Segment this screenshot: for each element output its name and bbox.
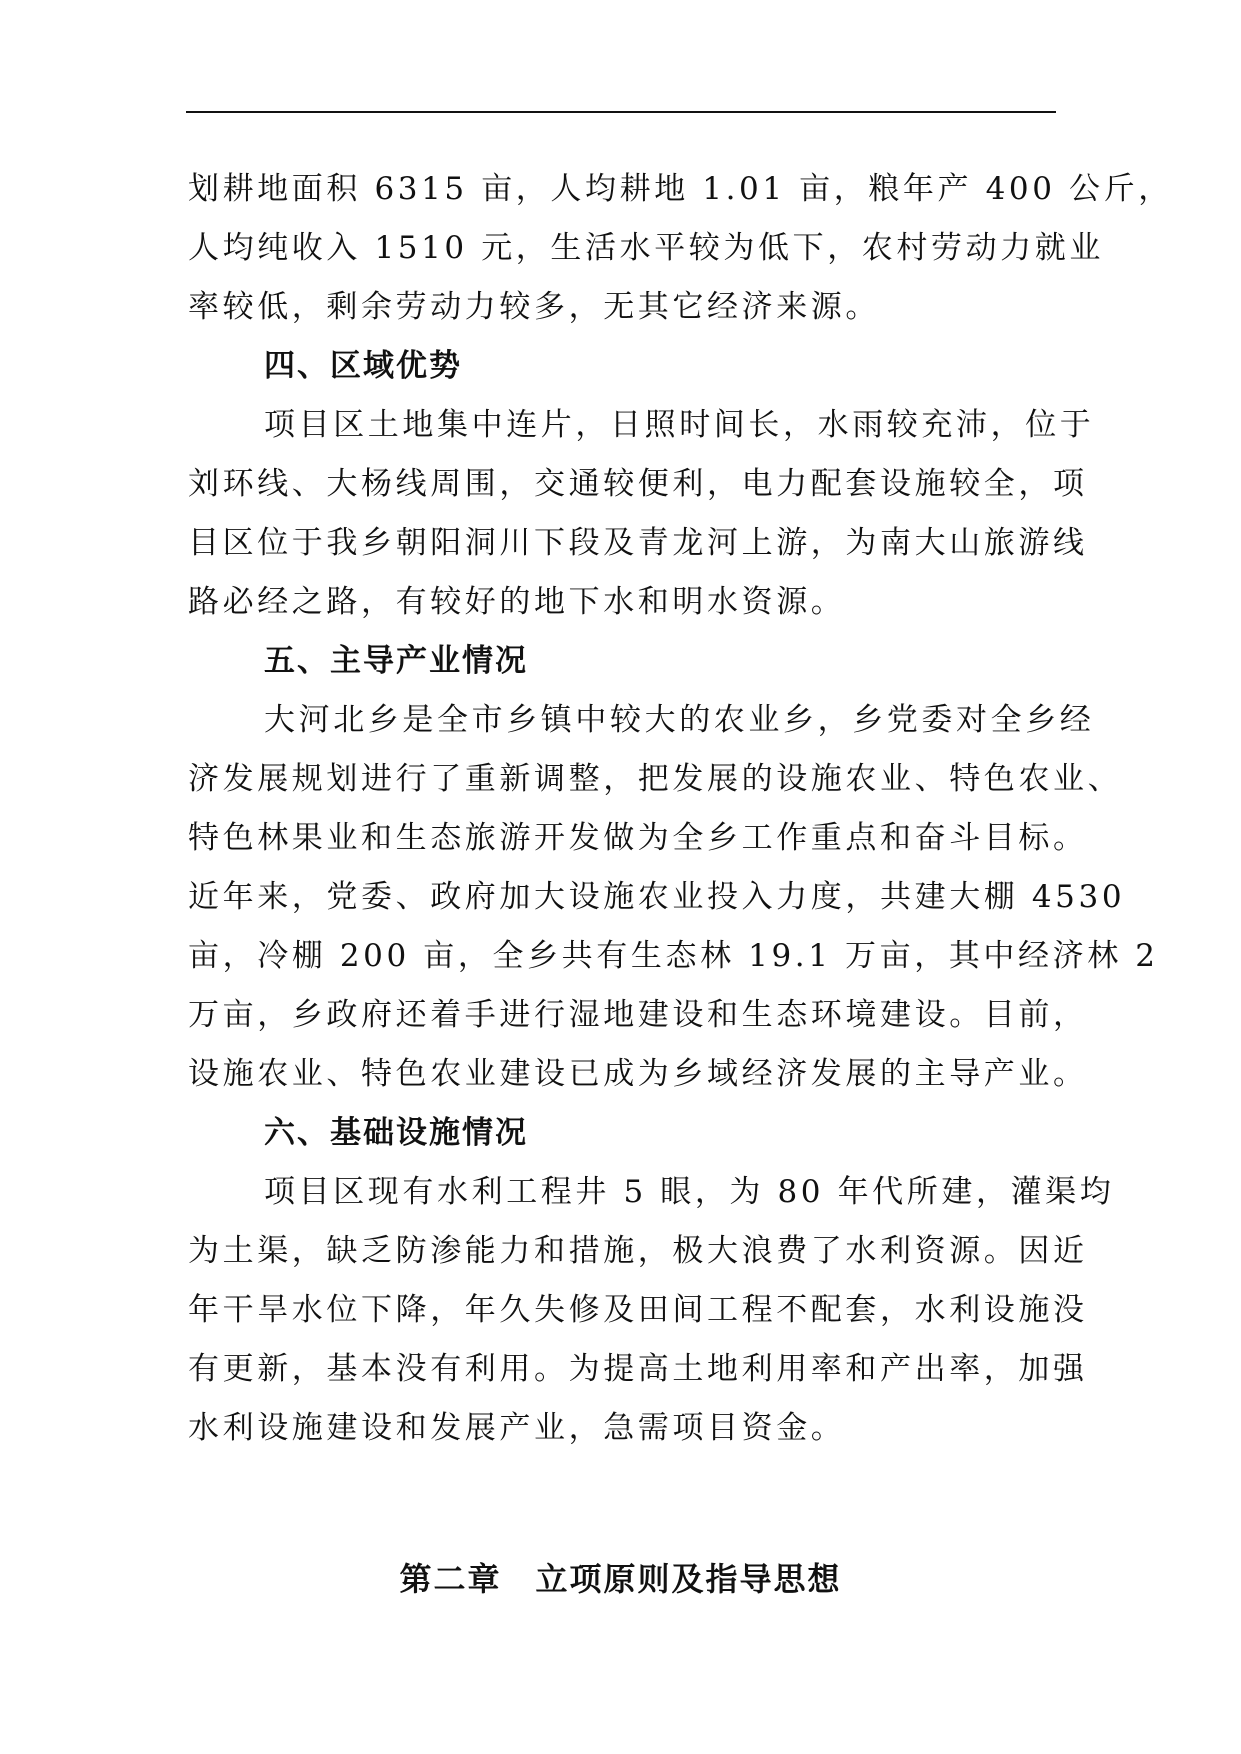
text-line: 率较低，剩余劳动力较多，无其它经济来源。 xyxy=(188,289,880,325)
regional-advantages-paragraph xyxy=(188,396,1095,632)
document-body xyxy=(188,160,1173,1458)
header-rule xyxy=(186,111,1056,113)
text-line: 亩，冷棚 200 亩，全乡共有生态林 19.1 万亩，其中经济林 2 xyxy=(188,938,1159,974)
text-line: 人均纯收入 1510 元，生活水平较为低下，农村劳动力就业 xyxy=(188,230,1104,266)
continuation-paragraph xyxy=(188,160,1173,337)
text-line: 项目区现有水利工程井 5 眼，为 80 年代所建，灌渠均 xyxy=(264,1174,1115,1210)
section-heading-leading-industry: 五、主导产业情况 xyxy=(264,643,528,679)
section-heading-regional-advantages: 四、区域优势 xyxy=(264,348,462,384)
text-line: 项目区土地集中连片，日照时间长，水雨较充沛，位于 xyxy=(264,407,1095,443)
text-line: 水利设施建设和发展产业，急需项目资金。 xyxy=(188,1410,846,1446)
text-line: 划耕地面积 6315 亩，人均耕地 1.01 亩，粮年产 400 公斤， xyxy=(188,171,1173,207)
text-line: 为土渠，缺乏防渗能力和措施，极大浪费了水利资源。因近 xyxy=(188,1233,1088,1269)
section-heading-infrastructure: 六、基础设施情况 xyxy=(264,1115,528,1151)
text-line: 万亩，乡政府还着手进行湿地建设和生态环境建设。目前， xyxy=(188,997,1088,1033)
text-line: 目区位于我乡朝阳洞川下段及青龙河上游，为南大山旅游线 xyxy=(188,525,1088,561)
text-line: 济发展规划进行了重新调整，把发展的设施农业、特色农业、 xyxy=(188,761,1123,797)
text-line: 刘环线、大杨线周围，交通较便利，电力配套设施较全，项 xyxy=(188,466,1088,502)
text-line: 年干旱水位下降，年久失修及田间工程不配套，水利设施没 xyxy=(188,1292,1088,1328)
text-line: 设施农业、特色农业建设已成为乡域经济发展的主导产业。 xyxy=(188,1056,1088,1092)
chapter-title: 第二章 立项原则及指导思想 xyxy=(399,1560,842,1598)
text-line: 大河北乡是全市乡镇中较大的农业乡，乡党委对全乡经 xyxy=(264,702,1095,738)
text-line: 有更新，基本没有利用。为提高土地利用率和产出率，加强 xyxy=(188,1351,1088,1387)
text-line: 特色林果业和生态旅游开发做为全乡工作重点和奋斗目标。 xyxy=(188,820,1088,856)
text-line: 近年来，党委、政府加大设施农业投入力度，共建大棚 4530 xyxy=(188,879,1126,915)
text-line: 路必经之路，有较好的地下水和明水资源。 xyxy=(188,584,846,620)
leading-industry-paragraph xyxy=(188,691,1159,1104)
infrastructure-paragraph xyxy=(188,1163,1115,1458)
